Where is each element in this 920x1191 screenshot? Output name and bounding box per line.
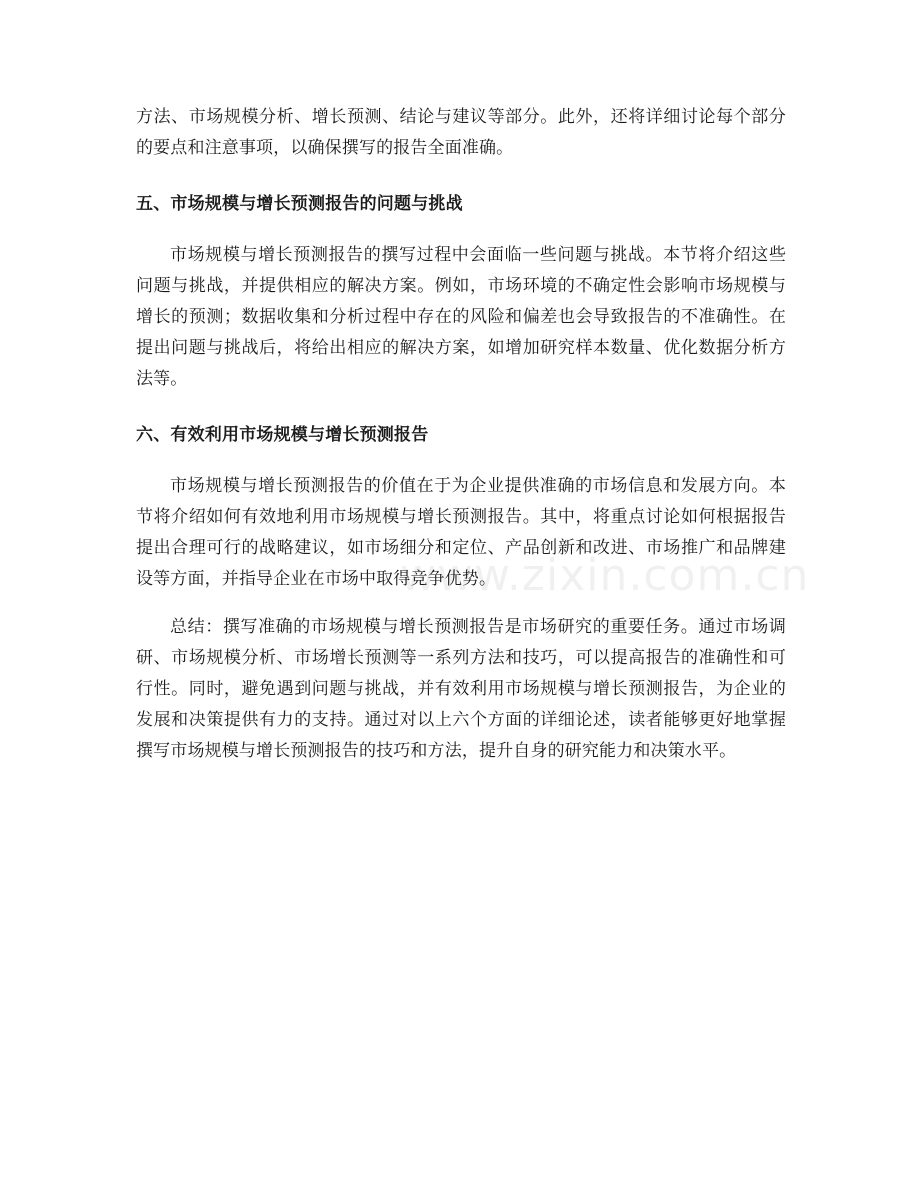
watermark: www.zixin.com.cn	[400, 550, 810, 601]
section-6-paragraph: 市场规模与增长预测报告的价值在于为企业提供准确的市场信息和发展方向。本节将介绍如何有效地利用市场规模与增长预测报告。其中，将重点讨论如何根据报告提出合理可行的战略建议，如市场细分和定位、产品创新和改进、市场推广和品牌建设等方面，并指导企业在市场中取得竞争优势。	[136, 476, 786, 589]
summary-paragraph: 总结：撰写准确的市场规模与增长预测报告是市场研究的重要任务。通过市场调研、市场规模分析、市场增长预测等一系列方法和技巧，可以提高报告的准确性和可行性。同时，避免遇到问题与挑战，并有效利用市场规模与增长预测报告，为企业的发展和决策提供有力的支持。通过对以上六个方面的详细论述，读者能够更好地掌握撰写市场规模与增长预测报告的技巧和方法，提升自身的研究能力和决策水平。	[136, 617, 786, 761]
section-6-heading: 六、有效利用市场规模与增长预测报告	[136, 425, 429, 445]
document-body	[136, 102, 786, 767]
section-5-heading: 五、市场规模与增长预测报告的问题与挑战	[136, 194, 463, 214]
intro-paragraph: 方法、市场规模分析、增长预测、结论与建议等部分。此外，还将详细讨论每个部分的要点和注意事项，以确保撰写的报告全面准确。	[136, 107, 786, 158]
section-5-paragraph: 市场规模与增长预测报告的撰写过程中会面临一些问题与挑战。本节将介绍这些问题与挑战，并提供相应的解决方案。例如，市场环境的不确定性会影响市场规模与增长的预测；数据收集和分析过程中存在的风险和偏差也会导致报告的不准确性。在提出问题与挑战后，将给出相应的解决方案，如增加研究样本数量、优化数据分析方法等。	[136, 245, 786, 389]
